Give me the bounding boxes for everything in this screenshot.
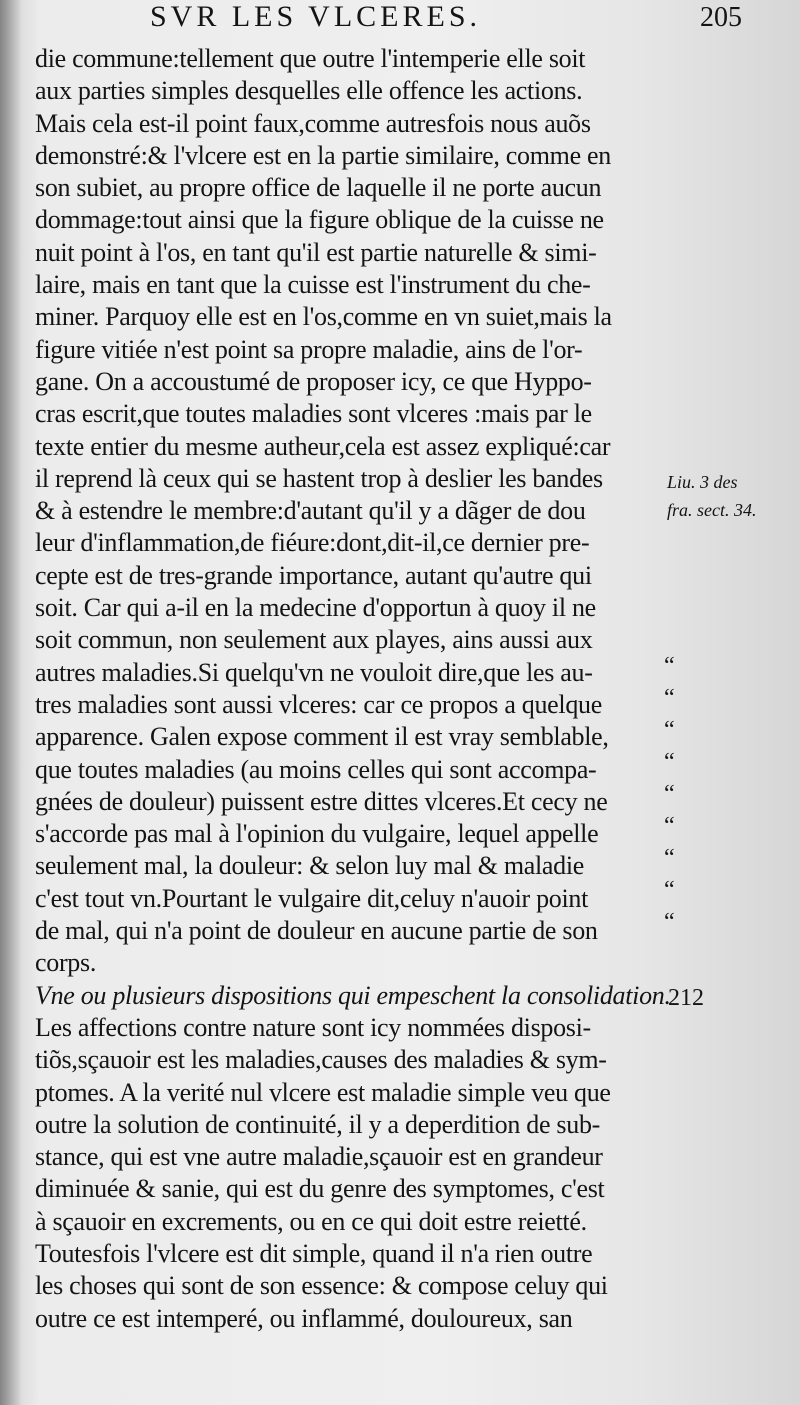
margin-reference: fra. sect. 34. xyxy=(667,500,757,520)
text-line: Les affections contre nature sont icy nommées disposi- xyxy=(35,1012,591,1042)
text-line: à sçauoir en excrements, ou en ce qui doit estre reietté. xyxy=(35,1206,587,1236)
text-line: il reprend là ceux qui se hastent trop à deslier les bandes xyxy=(35,463,603,493)
quote-mark: “ xyxy=(664,845,675,871)
margin-section-number: 212 xyxy=(668,985,704,1011)
quote-mark: “ xyxy=(664,781,675,807)
text-line: corps. xyxy=(35,948,97,978)
text-line: soit commun, non seulement aux playes, ains aussi aux xyxy=(35,625,593,655)
text-line: aux parties simples desquelles elle offence les actions. xyxy=(35,76,583,106)
section-heading: Vne ou plusieurs dispositions qui empeschent la consolidation. xyxy=(35,980,671,1010)
quote-mark: “ xyxy=(664,749,675,775)
gutter-shadow xyxy=(0,0,22,1405)
text-line: que toutes maladies (au moins celles qui sont accompa- xyxy=(35,754,597,784)
text-line: & à estendre le membre:d'autant qu'il y a dãger de dou xyxy=(35,496,586,526)
text-line: apparence. Galen expose comment il est vray semblable, xyxy=(35,722,609,752)
text-line: figure vitiée n'est point sa propre maladie, ains de l'or- xyxy=(35,334,583,364)
text-line: les choses qui sont de son essence: & compose celuy qui xyxy=(35,1271,608,1301)
text-line: tiõs,sçauoir est les maladies,causes des maladies & sym- xyxy=(35,1045,607,1075)
running-title: SVR LES VLCERES. xyxy=(150,0,481,33)
page-number: 205 xyxy=(700,2,742,33)
text-line: laire, mais en tant que la cuisse est l'instrument du che- xyxy=(35,270,591,300)
quote-mark: “ xyxy=(664,653,675,679)
text-line: soit. Car qui a-il en la medecine d'opportun à quoy il ne xyxy=(35,593,596,623)
text-line: outre ce est intemperé, ou inflammé, douloureux, san xyxy=(35,1303,573,1333)
text-line: gane. On a accoustumé de proposer icy, ce que Hyppo- xyxy=(35,366,592,396)
text-line: demonstré:& l'vlcere est en la partie similaire, comme en xyxy=(35,140,611,170)
text-line: dommage:tout ainsi que la figure oblique de la cuisse ne xyxy=(35,205,604,235)
text-line: nuit point à l'os, en tant qu'il est partie naturelle & simi- xyxy=(35,237,597,267)
text-line: s'accorde pas mal à l'opinion du vulgaire, lequel appelle xyxy=(35,819,599,849)
text-line: cras escrit,que toutes maladies sont vlceres :mais par le xyxy=(35,399,592,429)
text-line: die commune:tellement que outre l'intemperie elle soit xyxy=(35,44,586,73)
text-line: cepte est de tres-grande importance, autant qu'autre qui xyxy=(35,560,592,590)
text-line: Toutesfois l'vlcere est dit simple, quand il n'a rien outre xyxy=(35,1238,593,1268)
text-line: autres maladies.Si quelqu'vn ne vouloit dire,que les au- xyxy=(35,657,593,687)
text-line: stance, qui est vne autre maladie,sçauoir est en grandeur xyxy=(35,1142,603,1172)
quote-mark: “ xyxy=(664,685,675,711)
text-line: son subiet, au propre office de laquelle il ne porte aucun xyxy=(35,173,602,203)
text-line: c'est tout vn.Pourtant le vulgaire dit,celuy n'auoir point xyxy=(35,883,589,913)
text-line: outre la solution de continuité, il y a deperdition de sub- xyxy=(35,1109,601,1139)
text-line: Mais cela est-il point faux,comme autresfois nous auõs xyxy=(35,108,591,138)
margin-reference: Liu. 3 des xyxy=(667,472,738,492)
quote-mark: “ xyxy=(664,813,675,839)
body-text xyxy=(35,43,671,1335)
text-line: gnées de douleur) puissent estre dittes vlceres.Et cecy ne xyxy=(35,786,608,816)
text-line: texte entier du mesme autheur,cela est assez expliqué:car xyxy=(35,431,611,461)
text-line: diminuée & sanie, qui est du genre des symptomes, c'est xyxy=(35,1174,605,1204)
quote-mark: “ xyxy=(664,909,675,935)
quote-mark: “ xyxy=(664,877,675,903)
text-line: leur d'inflammation,de fiéure:dont,dit-il,ce dernier pre- xyxy=(35,528,590,558)
text-line: miner. Parquoy elle est en l'os,comme en vn suiet,mais la xyxy=(35,302,612,332)
text-line: seulement mal, la douleur: & selon luy mal & maladie xyxy=(35,851,585,881)
text-line: tres maladies sont aussi vlceres: car ce propos a quelque xyxy=(35,689,602,719)
text-line: de mal, qui n'a point de douleur en aucune partie de son xyxy=(35,916,598,946)
text-line: ptomes. A la verité nul vlcere est maladie simple veu que xyxy=(35,1077,611,1107)
quote-mark: “ xyxy=(664,717,675,743)
